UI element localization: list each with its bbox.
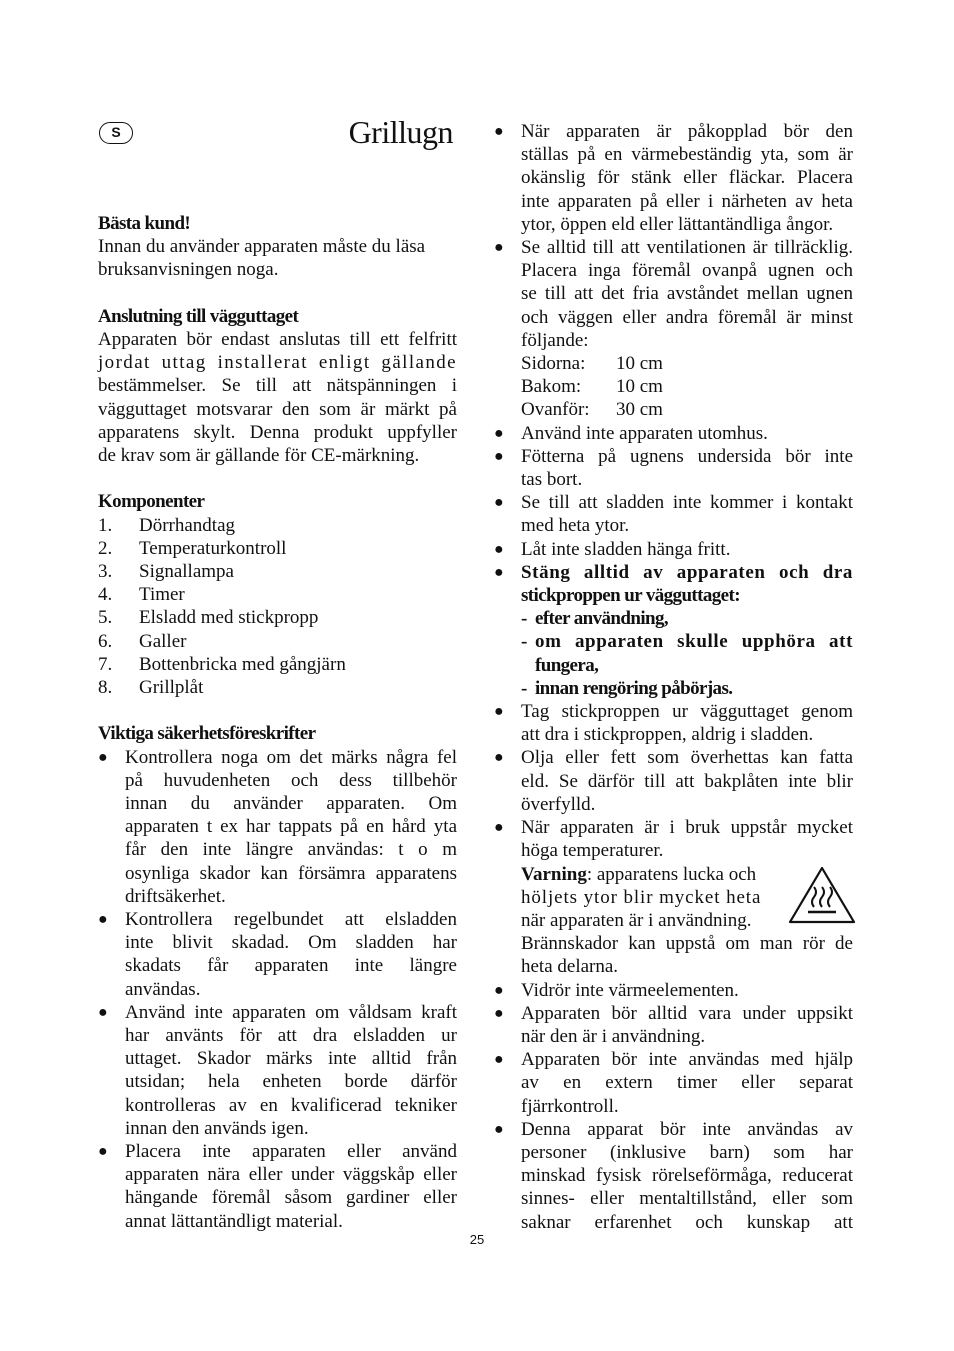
bullet-icon: ●	[494, 123, 504, 140]
bullet-icon: ●	[98, 911, 108, 929]
safety-item: ● Apparaten bör alltid vara under uppsikt när den är i användning.	[494, 1002, 853, 1047]
greeting-heading: Bästa kund!	[98, 213, 191, 234]
safety-item: ● Placera inte apparaten eller använd apparaten nära eller under väggskåp eller hängande föremål såsom gardiner eller annat lättantändligt material.	[98, 1141, 457, 1232]
bullet-icon: ●	[494, 703, 504, 721]
hot-surface-item: ● När apparaten är i bruk uppstår mycket höga temperaturer. Varning: apparatens lucka och höljets ytor blir mycket heta när apparaten är i användning. Brännskador kan uppstå om man rör de heta delarna.	[494, 816, 853, 978]
bullet-icon: ●	[494, 819, 504, 837]
safety-item: ● Denna apparat bör inte användas av personer (inklusive barn) som har minskad fysisk rörelseförmåga, reducerat sinnes- eller mentaltillstånd, eller som saknar erfarenhet och kunskap att	[494, 1118, 853, 1233]
unplug-subitem: - efter användning,	[521, 608, 669, 630]
safety-item: ● Använd inte apparaten utomhus.	[494, 422, 768, 444]
safety-item: ● Kontrollera regelbundet att elsladden inte blivit skadad. Om sladden har skadats får apparaten inte längre användas.	[98, 909, 457, 1000]
components-heading: Komponenter	[98, 491, 205, 513]
connection-heading: Anslutning till vägguttaget	[98, 305, 299, 327]
bullet-icon: ●	[494, 981, 504, 999]
page-number: 25	[469, 1232, 485, 1247]
list-item: 3. Signallampa	[98, 561, 234, 583]
list-item: 4. Timer	[98, 584, 185, 606]
safety-item: ● Kontrollera noga om det märks några fel på huvudenheten och dess tillbehör innan du använder apparaten. Om apparaten t ex har tappats på en hård yta får den inte längre användas: t o m osynliga skador kan försämra apparatens driftsäkerhet.	[98, 746, 457, 907]
bullet-icon: ●	[494, 563, 504, 581]
safety-item: ● Använd inte apparaten om våldsam kraft har använts för att dra elsladden ur uttaget. Skador märks inte alltid från utsidan; hela enheten borde därför kontrolleras av en kvalificerad tekniker innan den används igen.	[98, 1001, 457, 1139]
bullet-icon: ●	[494, 1004, 504, 1022]
list-item: 7. Bottenbricka med gångjärn	[98, 653, 346, 675]
page-title: Grillugn	[348, 114, 453, 150]
bullet-icon: ●	[494, 1051, 504, 1069]
list-item: 2. Temperaturkontroll	[98, 537, 287, 559]
bullet-icon: ●	[494, 540, 504, 558]
safety-item: ● Se till att sladden inte kommer i kontakt med heta ytor.	[494, 492, 853, 537]
bullet-icon: ●	[494, 447, 504, 465]
warning-label: Varning	[521, 863, 587, 885]
unplug-subitem: - innan rengöring påbörjas.	[521, 677, 733, 699]
bullet-icon: ●	[98, 1003, 108, 1021]
distance-row: Bakom: 10 cm	[521, 376, 663, 398]
right-column	[494, 120, 853, 1234]
unplug-item: ● Stäng alltid av apparaten och dra stickproppen ur vägguttaget: - efter användning, - om apparaten skulle upphöra att fungera, - innan rengöring påbörjas.	[494, 561, 853, 699]
bullet-icon: ●	[494, 239, 504, 257]
safety-item: ● Se alltid till att ventilationen är tillräcklig. Placera inga föremål ovanpå ugnen och se till att det fria avståndet mellan ugnen och väggen eller andra föremål är minst följande: Sidorna: 10 cm Bakom: 10 cm Ovanför: 30 cm	[494, 237, 853, 421]
list-item: 1. Dörrhandtag	[98, 514, 236, 536]
unplug-subitem: - om apparaten skulle upphöra att fungera,	[521, 631, 853, 676]
safety-item: ● Vidrör inte värmeelementen.	[494, 979, 739, 1001]
safety-item: ● Tag stickproppen ur vägguttaget genom att dra i stickproppen, aldrig i sladden.	[494, 701, 853, 746]
bullet-icon: ●	[98, 1143, 108, 1161]
bullet-icon: ●	[494, 1120, 504, 1138]
distance-row: Sidorna: 10 cm	[521, 353, 663, 375]
safety-item: ● Olja eller fett som överhettas kan fatta eld. Se därför till att bakplåten inte blir överfylld.	[494, 747, 853, 815]
safety-item: ● Låt inte sladden hänga fritt.	[494, 538, 731, 560]
distance-row: Ovanför: 30 cm	[521, 399, 663, 421]
bullet-icon: ●	[494, 494, 504, 512]
list-item: 8. Grillplåt	[98, 677, 204, 699]
bullet-icon: ●	[98, 748, 108, 766]
safety-item: ● När apparaten är påkopplad bör den ställas på en värmebeständig yta, som är okänslig för stänk eller fläckar. Placera inte apparaten på eller i närheten av heta ytor, öppen eld eller lättantändliga ångor.	[494, 121, 853, 235]
list-item: 6. Galler	[98, 630, 187, 652]
connection-text: Apparaten bör endast anslutas till ett felfritt jordat uttag installerat enligt gällande bestämmelser. Se till att nätspänningen i vägguttaget motsvarar den som är märkt på apparatens skylt. Denna produkt uppfyller de krav som är gällande för CE-märkning.	[98, 329, 457, 467]
bullet-icon: ●	[494, 424, 504, 442]
list-item: 5. Elsladd med stickpropp	[98, 607, 319, 629]
hot-surface-warning-icon	[787, 865, 857, 925]
greeting-text: Innan du använder apparaten måste du läsa bruksanvisningen noga.	[98, 236, 426, 281]
bullet-icon: ●	[494, 749, 504, 767]
safety-heading: Viktiga säkerhetsföreskrifter	[98, 723, 316, 745]
safety-item: ● Fötterna på ugnens undersida bör inte tas bort.	[494, 445, 853, 491]
left-column	[98, 212, 457, 1233]
safety-item: ● Apparaten bör inte användas med hjälp av en extern timer eller separat fjärrkontroll.	[494, 1049, 853, 1117]
components-list	[98, 514, 457, 700]
language-badge: S	[99, 122, 133, 144]
